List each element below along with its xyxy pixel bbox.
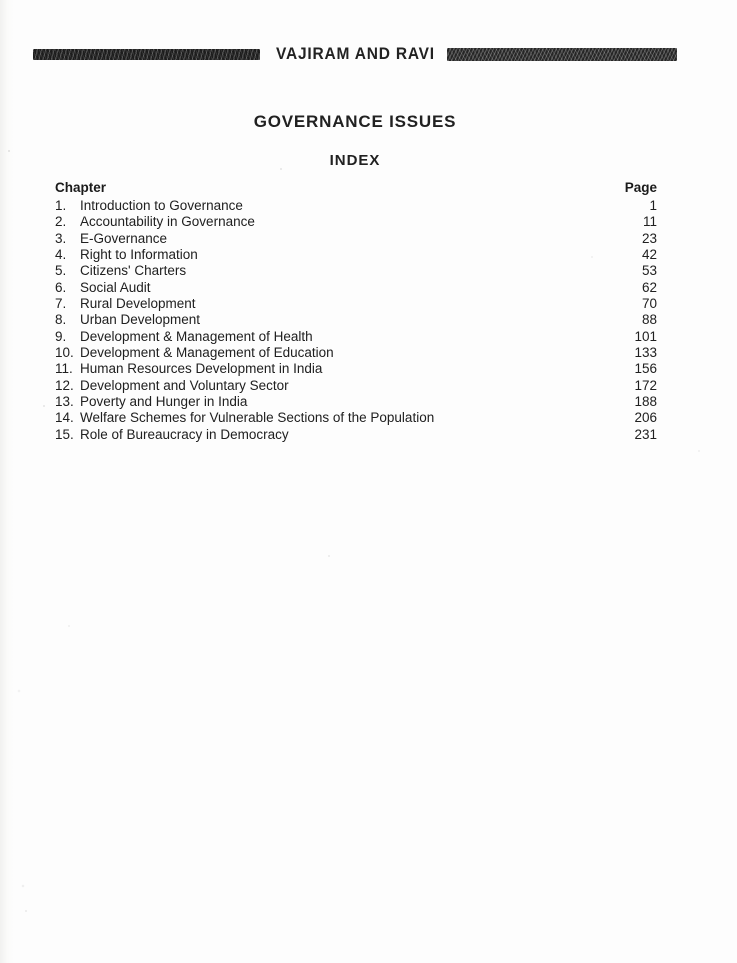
index-row <box>55 214 657 230</box>
chapter-page: 62 <box>641 279 657 295</box>
chapter-number: 15. <box>55 426 74 442</box>
chapter-page: 101 <box>634 328 657 344</box>
scan-noise <box>8 150 10 152</box>
index-row <box>55 280 657 296</box>
chapter-page: 156 <box>634 361 657 377</box>
chapter-number: 2. <box>55 214 67 230</box>
chapter-number: 7. <box>55 296 67 312</box>
page-column-header: Page <box>624 180 657 195</box>
chapter-title: Development & Management of Health <box>80 328 313 344</box>
chapter-number: 11. <box>55 361 73 377</box>
chapter-title: E-Governance <box>80 230 168 246</box>
chapter-title: Introduction to Governance <box>80 198 243 213</box>
index-row <box>55 394 657 410</box>
chapter-title: Right to Information <box>80 247 198 263</box>
index-rows <box>55 198 657 443</box>
chapter-page: 88 <box>641 312 657 328</box>
chapter-number: 10. <box>55 345 74 361</box>
index-table <box>55 181 657 443</box>
brand-title: VAJIRAM AND RAVI <box>276 45 435 63</box>
chapter-title: Development and Voluntary Sector <box>80 377 289 393</box>
chapter-column-header: Chapter <box>55 180 107 195</box>
document-title: GOVERNANCE ISSUES <box>253 112 457 131</box>
chapter-title: Human Resources Development in India <box>80 361 323 377</box>
index-row <box>55 378 657 394</box>
chapter-number: 9. <box>55 328 67 344</box>
decorative-bar-left <box>33 49 260 60</box>
chapter-title: Citizens' Charters <box>80 263 187 279</box>
chapter-page: 206 <box>634 410 657 426</box>
chapter-page: 133 <box>634 345 657 361</box>
chapter-title: Role of Bureaucracy in Democracy <box>80 426 289 442</box>
chapter-number: 12. <box>55 377 74 393</box>
index-row <box>55 312 657 328</box>
index-row <box>55 231 657 247</box>
chapter-title: Rural Development <box>80 296 196 312</box>
chapter-title: Poverty and Hunger in India <box>80 394 248 410</box>
chapter-number: 8. <box>55 312 67 328</box>
chapter-number: 14. <box>55 410 74 426</box>
chapter-title: Social Audit <box>80 279 151 295</box>
index-row <box>55 198 657 214</box>
decorative-bar-right <box>447 48 677 61</box>
chapter-page: 42 <box>641 247 657 263</box>
chapter-page: 1 <box>649 198 657 213</box>
chapter-page: 70 <box>641 296 657 312</box>
index-row <box>55 427 657 443</box>
chapter-number: 4. <box>55 247 67 263</box>
index-row <box>55 247 657 263</box>
index-heading: INDEX <box>329 152 381 169</box>
chapter-title: Welfare Schemes for Vulnerable Sections of the Population <box>80 410 435 426</box>
chapter-number: 1. <box>55 198 67 213</box>
index-row <box>55 410 657 426</box>
chapter-title: Development & Management of Education <box>80 345 334 361</box>
chapter-number: 5. <box>55 263 67 279</box>
index-row <box>55 345 657 361</box>
chapter-title: Urban Development <box>80 312 201 328</box>
index-row <box>55 263 657 279</box>
chapter-page: 11 <box>642 214 657 230</box>
chapter-page: 53 <box>641 263 657 279</box>
chapter-number: 13. <box>55 394 74 410</box>
chapter-page: 231 <box>634 426 657 442</box>
index-row <box>55 361 657 377</box>
chapter-number: 3. <box>55 230 67 246</box>
chapter-number: 6. <box>55 279 67 295</box>
chapter-title: Accountability in Governance <box>80 214 255 230</box>
index-header-row <box>55 181 657 198</box>
chapter-page: 172 <box>634 377 657 393</box>
header-band <box>33 46 677 63</box>
chapter-page: 23 <box>641 230 657 246</box>
index-row <box>55 329 657 345</box>
index-row <box>55 296 657 312</box>
chapter-page: 188 <box>634 394 657 410</box>
